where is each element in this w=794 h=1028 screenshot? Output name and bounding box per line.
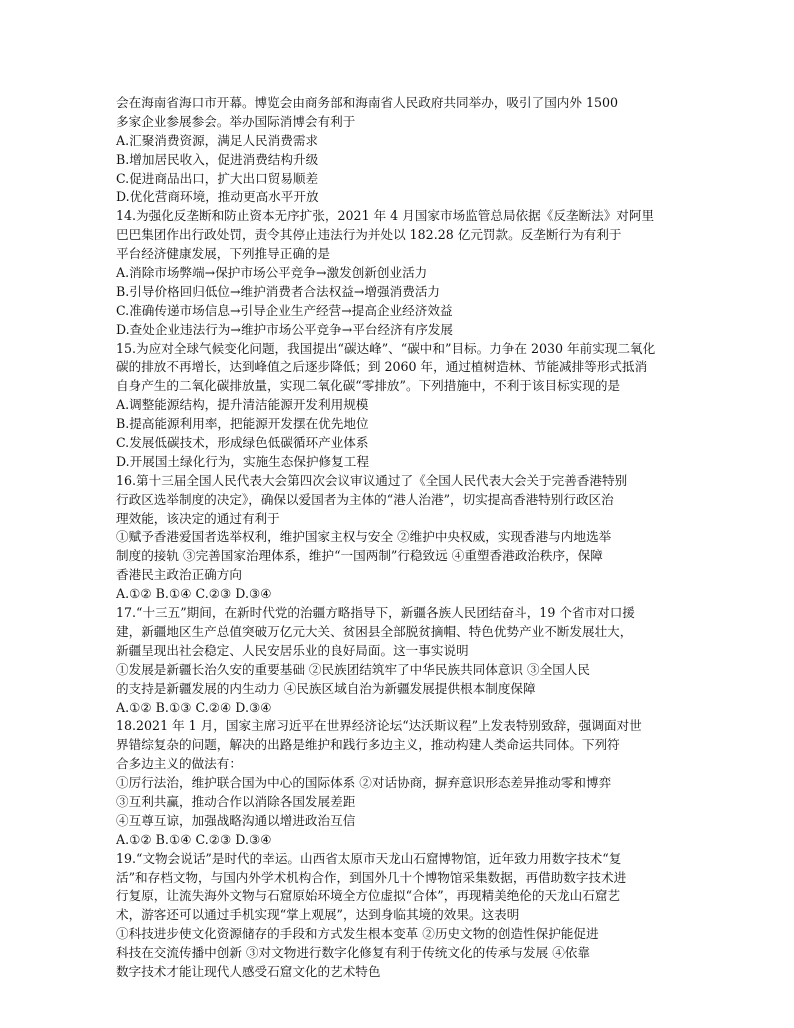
text-line: B.引导价格回归低位→维护消费者合法权益→增强消费活力 — [116, 283, 441, 299]
text-line: D.开展国土绿化行为，实施生态保护修复工程 — [116, 453, 369, 469]
text-line: 建，新疆地区生产总值突破万亿元大关、贫困县全部脱贫摘帽、特色优势产业不断发展壮大， — [116, 623, 633, 639]
text-line: D.查处企业违法行为→维护市场公平竞争→平台经济有序发展 — [116, 321, 454, 337]
document-page — [116, 94, 676, 982]
text-line: 合多边主义的做法有： — [116, 756, 242, 772]
text-line: 多家企业参展参会。举办国际消博会有利于 — [116, 113, 356, 129]
text-line: D.优化营商环境，推动更高水平开放 — [116, 189, 319, 205]
text-line: A.①② B.①④ C.②③ D.③④ — [116, 831, 272, 847]
text-line: ①科技进步使文化资源储存的手段和方式发生根本变革 ②历史文物的创造性保护能促进 — [116, 926, 599, 942]
text-line: ①发展是新疆长治久安的重要基础 ②民族团结筑牢了中华民族共同体意识 ③全国人民 — [116, 661, 590, 677]
text-line: 科技在交流传播中创新 ③对文物进行数字化修复有利于传统文化的传承与发展 ④依靠 — [116, 945, 590, 961]
text-line: 巴巴集团作出行政处罚，责令其停止违法行为并处以 182.28 亿元罚款。反垄断行为有利于 — [116, 227, 622, 243]
text-line: A.①② B.①③ C.②④ D.③④ — [116, 699, 272, 715]
text-line: 香港民主政治正确方向 — [116, 567, 242, 583]
text-line: 活”和存档文物，与国内外学术机构合作，到国外几十个博物馆采集数据，再借助数字技术进 — [116, 869, 627, 885]
text-line: A.汇聚消费资源，满足人民消费需求 — [116, 132, 319, 148]
text-line: A.①② B.①④ C.②③ D.③④ — [116, 586, 272, 602]
text-line: ①赋予香港爱国者选举权利，维护国家主权与安全 ②维护中央权威，实现香港与内地选举 — [116, 529, 612, 545]
text-line: C.促进商品出口，扩大出口贸易顺差 — [116, 170, 319, 186]
text-line: 行政区选举制度的决定》，确保以爱国者为主体的“港人治港”，切实提高香港特别行政区治 — [116, 491, 614, 507]
text-line: 14.为强化反垄断和防止资本无序扩张，2021 年 4 月国家市场监管总局依据《反垄断法》对阿里 — [116, 208, 655, 224]
text-line: 新疆呈现出社会稳定、人民安居乐业的良好局面。这一事实说明 — [116, 642, 469, 658]
text-line: 制度的接轨 ③完善国家治理体系，维护“一国两制”行稳致远 ④重塑香港政治秩序，保障 — [116, 548, 603, 564]
text-line: 会在海南省海口市开幕。博览会由商务部和海南省人民政府共同举办，吸引了国内外 1500 — [116, 95, 619, 110]
text-line: C.准确传递市场信息→引导企业生产经营→提高企业经济效益 — [116, 302, 453, 318]
text-line: ①厉行法治，维护联合国为中心的国际体系 ②对话协商，摒弃意识形态差异推动零和博弈 — [116, 775, 612, 791]
text-line: A.消除市场弊端→保护市场公平竞争→激发创新创业活力 — [116, 265, 428, 281]
text-line: 16.第十三届全国人民代表大会第四次会议审议通过了《全国人民代表大会关于完善香港特别 — [116, 472, 628, 488]
text-line: 行复原，让流失海外文物与石窟原始环境全方位虚拟“合体”，再现精美绝伦的天龙山石窟艺 — [116, 888, 621, 904]
text-line: 界错综复杂的问题，解决的出路是维护和践行多边主义，推动构建人类命运共同体。下列符 — [116, 737, 620, 753]
text-line: 术，游客还可以通过手机实现“掌上观展”，达到身临其境的效果。这表明 — [116, 907, 520, 923]
text-line: 的支持是新疆发展的内生动力 ④民族区域自治为新疆发展提供根本制度保障 — [116, 680, 536, 696]
text-line: ④互尊互谅，加强战略沟通以增进政治互信 — [116, 812, 356, 828]
text-line: 平台经济健康发展，下列推导正确的是 — [116, 246, 331, 262]
text-line: 19.“文物会说话”是时代的幸运。山西省太原市天龙山石窟博物馆，近年致力用数字技术“复 — [116, 850, 622, 866]
text-line: 18.2021 年 1 月，国家主席习近平在世界经济论坛“达沃斯议程”上发表特别致辞，强调面对世 — [116, 718, 642, 734]
text-line: A.调整能源结构，提升清洁能源开发利用规模 — [116, 397, 369, 413]
text-line: C.发展低碳技术，形成绿色低碳循环产业体系 — [116, 435, 369, 451]
text-line: 自身产生的二氧化碳排放量，实现二氧化碳“零排放”。下列措施中，不利于该目标实现的是 — [116, 378, 621, 394]
text-line: B.提高能源利用率，把能源开发摆在优先地位 — [116, 416, 369, 432]
text-line: B.增加居民收入，促进消费结构升级 — [116, 151, 319, 167]
text-line: 15.为应对全球气候变化问题，我国提出“碳达峰”、“碳中和”目标。力争在 2030 年前实现二氧化 — [116, 340, 656, 356]
text-line: 碳的排放不再增长，达到峰值之后逐步降低；到 2060 年，通过植树造林、节能减排等形式抵消 — [116, 359, 648, 375]
text-line: 17.“十三五”期间，在新时代党的治疆方略指导下，新疆各族人民团结奋斗，19 个省市对口援 — [116, 605, 635, 621]
text-line: 理效能，该决定的通过有利于 — [116, 510, 280, 526]
text-line: ③互利共赢，推动合作以消除各国发展差距 — [116, 793, 356, 809]
text-line: 数字技术才能让现代人感受石窟文化的艺术特色 — [116, 963, 381, 979]
